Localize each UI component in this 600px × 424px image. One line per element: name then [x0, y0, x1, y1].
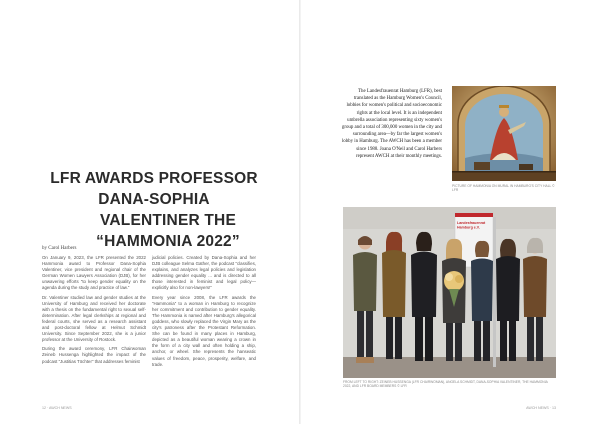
byline: by Carol Harbers [42, 246, 77, 251]
mural-illustration [452, 86, 556, 181]
paragraph: During the award ceremony, LFR Chairwoman Zeineb Hussenga highlighted the impact of the podcast “Justitias Töchter” that addresses feminist [42, 346, 146, 364]
hammonia-mural-image [452, 86, 556, 181]
banner-text-2: Hamburg e.V. [457, 225, 480, 230]
page-footer-right: AWCH NEWS · 13 [526, 406, 556, 410]
paragraph: Every year since 2008, the LFR awards the “Hammonia” to a woman in Hamburg to recognize her commitment and contribution to gender equality. The Hammonia is named after Hamburg's allegorical goddess, who slowly replaced the Virgin Mary as the city's patroness after the Protestant Reformation. She can be found in many places in Hamburg, depicted as a beautiful woman wearing a crown in the form of a city wall and often holding a ship, anchor, or wheel. She represents the hanseatic values of freedom, peace, prosperity, welfare, and trade. [152, 294, 256, 367]
paragraph: judicial policies. Created by Dana-Sophia and her DJB colleague Selma Gather, the podcast “classifies, explains, and analyzes legal policies and legislation addressing gender equality ... and is directed to all those interested in feminist and legal policy—explicitly also for non-lawyers!” [152, 255, 256, 291]
mural-caption: PICTURE OF HAMMONIA ON MURAL IN HAMBURG'S CITY HALL © LFR [452, 184, 555, 193]
group-photo-illustration [343, 207, 556, 378]
page-gutter [299, 0, 301, 424]
banner-text-1: Landesfrauenrat [457, 221, 486, 225]
group-photo-caption: FROM LEFT TO RIGHT: ZEINEB HUSSENGA (LFR CHAIRWOMAN), ANGELA SCHMIDT, DANA-SOPHIA VALENTINER, THE HAMMONIA 2022, AND LFR BOARD MEMBERS © LFR [343, 380, 548, 389]
article-column-2 [152, 255, 256, 371]
page-footer-left: 12 · AWCH NEWS [42, 406, 72, 410]
paragraph: On January 9, 2023, the LFR presented the 2022 Hammonia award to Professor Dana-Sophia Valentiner, vice president and regional chair of the German Women Lawyers Association (DJB), for her unwavering efforts “to keep gender equality on the agenda during the study and practice of law.” [42, 255, 146, 291]
article-headline [28, 168, 280, 252]
sidebar-quote: The Landesfrauenrat Hamburg (LFR), best translated as the Hamburg Women's Council, lobbies for women's political and socioeconomic rights at the local level. It is an independent umbrella association representing sixty women's group and a total of 300,000 women in the city and surrounding area—by far the largest women's lobby in Hamburg. The AWCH has been a member since 1988. Joana O'Neil and Carol Harbers represent AWCH at their monthly meetings. [341, 89, 442, 159]
article-column-1 [42, 255, 146, 368]
group-photo [343, 207, 556, 378]
headline-line-2: VALENTINER THE “HAMMONIA 2022” [96, 212, 240, 250]
paragraph: Dr. Valentiner studied law and gender studies at the University of Hamburg and received her doctorate with a thesis on the fundamental right to sexual self-determination. After legal clerkships at regional and federal courts, she served as a research assistant and post-doctoral fellow at Helmut Schmidt University. Since September 2022, she is a junior professor at the University of Rostock. [42, 294, 146, 343]
headline-line-1: LFR AWARDS PROFESSOR DANA-SOPHIA [50, 170, 258, 208]
